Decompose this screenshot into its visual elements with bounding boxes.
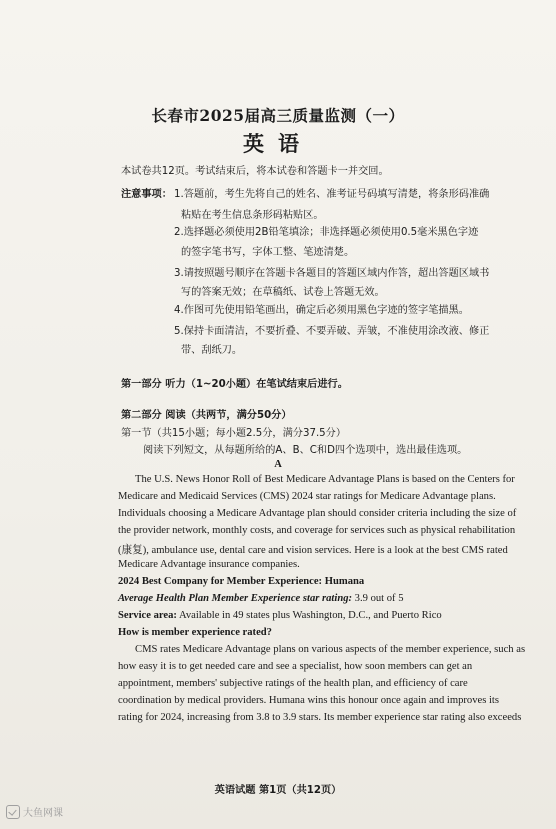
passage-line: Individuals choosing a Medicare Advantage plan should consider criteria including the size of: [118, 508, 517, 519]
part2-heading: 第二部分 阅读（共两节，满分50分）: [121, 410, 292, 421]
passage-label: A: [274, 459, 282, 470]
passage-line: Medicare Advantage insurance companies.: [118, 559, 300, 570]
note-line: 的签字笔书写，字体工整、笔迹清楚。: [181, 247, 355, 258]
note-line: 写的答案无效；在草稿纸、试卷上答题无效。: [181, 287, 385, 298]
passage-line: (康复), ambulance use, dental care and vision services. Here is a look at the best CMS rated: [118, 545, 508, 556]
avg-rating-value: 3.9 out of 5: [352, 593, 404, 604]
question-heading: How is member experience rated?: [118, 627, 272, 638]
note-line: 带、刮纸刀。: [181, 345, 243, 356]
passage-line: coordination by medical providers. Humana wins this honour once again and improves its: [118, 695, 499, 706]
best-company: 2024 Best Company for Member Experience: Humana: [118, 576, 365, 587]
note-line: 2.选择题必须使用2B铅笔填涂；非选择题必须使用0.5毫米黑色字迹: [174, 227, 479, 238]
reading-instruction: 阅读下列短文，从每题所给的A、B、C和D四个选项中，选出最佳选项。: [143, 445, 468, 456]
service-area: [118, 610, 442, 621]
passage-line: The U.S. News Honor Roll of Best Medicare Advantage Plans is based on the Centers for: [135, 474, 515, 485]
intro-text: 本试卷共12页。考试结束后，将本试卷和答题卡一并交回。: [121, 166, 389, 177]
watermark: [6, 804, 63, 819]
part1-heading: 第一部分 听力（1~20小题）在笔试结束后进行。: [121, 379, 348, 390]
exam-title: 长春市2025届高三质量监测（一）: [151, 106, 405, 125]
passage-line: rating for 2024, increasing from 3.8 to 3.9 stars. Its member experience star rating also exceeds: [118, 712, 522, 723]
watermark-text: 大鱼网课: [23, 808, 63, 819]
notes-label: 注意事项：: [121, 189, 172, 200]
passage-line: the provider network, monthly costs, and coverage for services such as physical rehabilitation: [118, 525, 516, 536]
note-line: 5.保持卡面清洁，不要折叠、不要弄破、弄皱，不准使用涂改液、修正: [174, 326, 490, 337]
service-area-value: Available in 49 states plus Washington, D.C., and Puerto Rico: [176, 610, 442, 621]
passage-line: Medicare and Medicaid Services (CMS) 2024 star ratings for Medicare Advantage plans.: [118, 491, 496, 502]
service-area-label: Service area:: [118, 610, 177, 621]
watermark-logo-icon: [6, 805, 20, 819]
avg-rating: [118, 593, 404, 604]
subject-heading: 英语: [243, 131, 313, 156]
note-line: 4.作图可先使用铅笔画出，确定后必须用黑色字迹的签字笔描黑。: [174, 305, 469, 316]
passage-line: appointment, members' subjective ratings of the health plan, and efficiency of care: [118, 678, 468, 689]
note-line: 3.请按照题号顺序在答题卡各题目的答题区域内作答，超出答题区域书: [174, 268, 490, 279]
note-line: 1.答题前，考生先将自己的姓名、准考证号码填写清楚，将条形码准确: [174, 189, 490, 200]
avg-rating-label: Average Health Plan Member Experience star rating:: [118, 593, 353, 604]
page-footer: 英语试题 第1页（共12页）: [214, 785, 342, 796]
note-line: 粘贴在考生信息条形码粘贴区。: [181, 210, 324, 221]
passage-line: how easy it is to get needed care and see a specialist, how soon members can get an: [118, 661, 473, 672]
passage-line: CMS rates Medicare Advantage plans on various aspects of the member experience, such as: [135, 644, 526, 655]
section1-heading: 第一节（共15小题；每小题2.5分，满分37.5分）: [121, 428, 347, 439]
